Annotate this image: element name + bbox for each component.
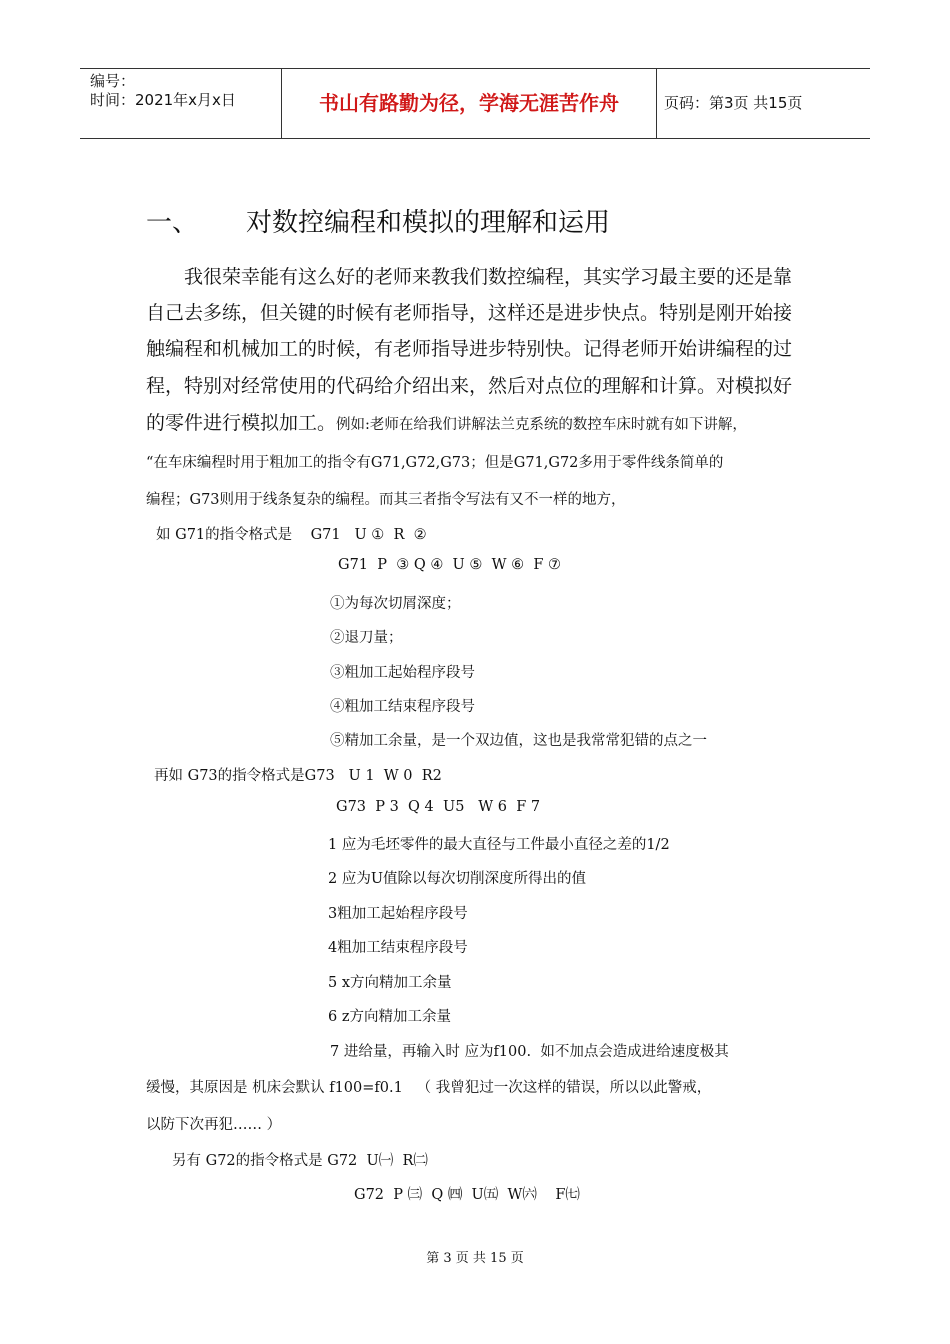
page-footer: 第 3 页 共 15 页	[426, 1251, 524, 1266]
list-item: ②退刀量；	[330, 630, 403, 646]
g71-format-line: 如 G71的指令格式是 G71 U ① R ②	[156, 527, 427, 543]
g72-code-line: G72 P ㈢ Q ㈣ U㈤ W㈥ F㈦	[354, 1187, 580, 1203]
header-meta	[80, 69, 282, 138]
list-item: ⑤精加工余量，是一个双边值，这也是我常常犯错的点之一	[330, 733, 707, 749]
header-motto: 书山有路勤为径，学海无涯苦作舟	[282, 69, 657, 138]
text-line: 以防下次再犯…… ）	[146, 1117, 282, 1133]
list-item: ①为每次切屑深度；	[330, 596, 461, 612]
list-item: 2 应为U值除以每次切削深度所得出的值	[328, 871, 587, 887]
g73-code-line: G73 P 3 Q 4 U5 W 6 F 7	[336, 799, 541, 815]
text-line: 缓慢，其原因是 机床会默认 f100=f0.1 （ 我曾犯过一次这样的错误，所以以此警戒，	[146, 1080, 712, 1096]
list-item: 1 应为毛坯零件的最大直径与工件最小直径之差的1/2	[328, 837, 670, 853]
text-line: “在车床编程时用于粗加工的指令有G71,G72,G73；但是G71,G72多用于零件线条简单的	[146, 455, 724, 471]
list-item: ③粗加工起始程序段号	[330, 665, 475, 681]
list-item: 5 x方向精加工余量	[328, 975, 452, 991]
list-item: ④粗加工结束程序段号	[330, 699, 475, 715]
list-item: 4粗加工结束程序段号	[328, 940, 468, 956]
section-number: 一、	[146, 208, 199, 238]
list-item: 3粗加工起始程序段号	[328, 906, 468, 922]
paragraph-line: 程，特别对经常使用的代码给介绍出来，然后对点位的理解和计算。对模拟好	[146, 375, 793, 397]
paragraph-line: 自己去多练，但关键的时候有老师指导，这样还是进步快点。特别是刚开始接	[146, 302, 793, 324]
header-page-info: 页码：第3页 共15页	[664, 94, 803, 112]
text-line: 编程；G73则用于线条复杂的编程。而其三者指令写法有又不一样的地方，	[146, 492, 626, 508]
mixed-line-large: 的零件进行模拟加工。	[146, 412, 337, 434]
mixed-line-small: 例如:老师在给我们讲解法兰克系统的数控车床时就有如下讲解，	[336, 417, 747, 433]
list-item: 7 进给量，再输入时 应为f100. 如不加点会造成进给速度极其	[330, 1044, 729, 1060]
mixed-line	[146, 408, 747, 435]
g72-format-line: 另有 G72的指令格式是 G72 U㈠ R㈡	[172, 1153, 428, 1169]
list-item: 6 z方向精加工余量	[328, 1009, 451, 1025]
paragraph-line: 触编程和机械加工的时候，有老师指导进步特别快。记得老师开始讲编程的过	[146, 338, 793, 360]
document-number: 编号：	[90, 72, 136, 90]
g73-format-line: 再如 G73的指令格式是G73 U 1 W 0 R2	[154, 768, 442, 784]
document-date: 时间：2021年x月x日	[90, 91, 236, 109]
g71-code-line: G71 P ③ Q ④ U ⑤ W ⑥ F ⑦	[338, 557, 561, 573]
page-header	[80, 68, 870, 139]
section-title: 对数控编程和模拟的理解和运用	[246, 208, 611, 238]
paragraph-line: 我很荣幸能有这么好的老师来教我们数控编程，其实学习最主要的还是靠	[184, 266, 793, 288]
